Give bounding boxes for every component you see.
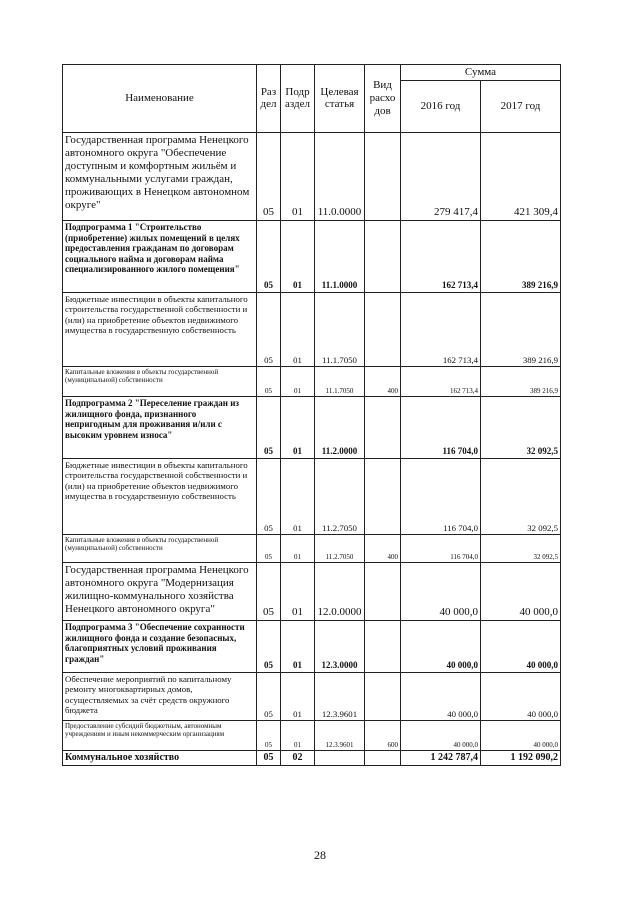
- table-row: [63, 396, 561, 458]
- row-stat: 12.3.9601: [315, 672, 365, 720]
- row-vid: [365, 562, 401, 620]
- header-vid: Вид расхо дов: [365, 65, 401, 133]
- row-name: Подпрограмма 3 "Обеспечение сохранности жилищного фонда и создание безопасных, благоприятных условий проживания граждан": [63, 620, 257, 672]
- table-row: [63, 672, 561, 720]
- row-2016: 40 000,0: [401, 620, 481, 672]
- row-podrazdel: 01: [281, 366, 315, 396]
- row-stat: 11.2.7050: [315, 458, 365, 534]
- row-stat: 12.3.0000: [315, 620, 365, 672]
- row-stat: [315, 750, 365, 765]
- row-name: Бюджетные инвестиции в объекты капитального строительства государственной собственности и (или) на приобретение объектов недвижимого имущества в государственную собственность: [63, 458, 257, 534]
- row-vid: 600: [365, 720, 401, 750]
- row-2016: 116 704,0: [401, 396, 481, 458]
- row-vid: [365, 132, 401, 220]
- row-stat: 11.0.0000: [315, 132, 365, 220]
- header-stat: Целевая статья: [315, 65, 365, 133]
- row-2017: 40 000,0: [481, 620, 561, 672]
- row-name: Бюджетные инвестиции в объекты капитального строительства государственной собственности и (или) на приобретение объектов недвижимого имущества в государственную собственность: [63, 292, 257, 366]
- row-vid: [365, 396, 401, 458]
- row-2017: 32 092,5: [481, 534, 561, 562]
- row-vid: [365, 620, 401, 672]
- row-2016: 162 713,4: [401, 220, 481, 292]
- header-2017: 2017 год: [481, 80, 561, 132]
- row-podrazdel: 01: [281, 132, 315, 220]
- row-name: Предоставление субсидий бюджетным, автономным учреждениям и иным некоммерческим организациям: [63, 720, 257, 750]
- row-2017: 40 000,0: [481, 720, 561, 750]
- row-stat: 11.1.7050: [315, 366, 365, 396]
- table-row: [63, 292, 561, 366]
- row-name: Коммунальное хозяйство: [63, 750, 257, 765]
- row-podrazdel: 01: [281, 562, 315, 620]
- row-podrazdel: 01: [281, 292, 315, 366]
- header-name: Наименование: [63, 65, 257, 133]
- row-2016: 1 242 787,4: [401, 750, 481, 765]
- header-podrazdel: Подр аздел: [281, 65, 315, 133]
- row-2016: 279 417,4: [401, 132, 481, 220]
- row-2016: 40 000,0: [401, 720, 481, 750]
- row-2017: 40 000,0: [481, 562, 561, 620]
- row-razdel: 05: [257, 220, 281, 292]
- row-name: Капитальные вложения в объекты государственной (муниципальной) собственности: [63, 366, 257, 396]
- row-razdel: 05: [257, 562, 281, 620]
- table-row: [63, 132, 561, 220]
- row-stat: 11.1.0000: [315, 220, 365, 292]
- row-name: Подпрограмма 2 "Переселение граждан из жилищного фонда, признанного непригодным для проживания и/или с высоким уровнем износа": [63, 396, 257, 458]
- row-razdel: 05: [257, 750, 281, 765]
- row-name: Государственная программа Ненецкого автономного округа "Обеспечение доступным и комфортным жильём и коммунальными услугами граждан, проживающих в Ненецком автономном округе": [63, 132, 257, 220]
- row-2017: 32 092,5: [481, 396, 561, 458]
- header-razdel: Раз дел: [257, 65, 281, 133]
- header-summa: Сумма: [401, 65, 561, 81]
- table-row: [63, 220, 561, 292]
- row-podrazdel: 02: [281, 750, 315, 765]
- row-podrazdel: 01: [281, 620, 315, 672]
- row-2017: 1 192 090,2: [481, 750, 561, 765]
- table-row: [63, 620, 561, 672]
- row-name: Подпрограмма 1 "Строительство (приобретение) жилых помещений в целях предоставления гражданам по договорам социального найма и договорам найма специализированного жилого помещения": [63, 220, 257, 292]
- row-razdel: 05: [257, 132, 281, 220]
- row-stat: 11.1.7050: [315, 292, 365, 366]
- row-vid: [365, 750, 401, 765]
- table-row: [63, 534, 561, 562]
- row-vid: [365, 292, 401, 366]
- row-2017: 40 000,0: [481, 672, 561, 720]
- table-row: [63, 366, 561, 396]
- row-2017: 389 216,9: [481, 366, 561, 396]
- row-podrazdel: 01: [281, 220, 315, 292]
- row-2017: 389 216,9: [481, 220, 561, 292]
- row-razdel: 05: [257, 720, 281, 750]
- row-stat: 12.0.0000: [315, 562, 365, 620]
- row-2016: 116 704,0: [401, 534, 481, 562]
- row-razdel: 05: [257, 396, 281, 458]
- row-razdel: 05: [257, 620, 281, 672]
- row-razdel: 05: [257, 292, 281, 366]
- row-podrazdel: 01: [281, 534, 315, 562]
- row-razdel: 05: [257, 672, 281, 720]
- row-razdel: 05: [257, 366, 281, 396]
- row-vid: 400: [365, 534, 401, 562]
- row-stat: 11.2.0000: [315, 396, 365, 458]
- row-podrazdel: 01: [281, 672, 315, 720]
- row-razdel: 05: [257, 534, 281, 562]
- row-name: Государственная программа Ненецкого автономного округа "Модернизация жилищно-коммунального хозяйства Ненецкого автономного округа": [63, 562, 257, 620]
- table-row: [63, 720, 561, 750]
- table-row: [63, 750, 561, 765]
- row-2016: 116 704,0: [401, 458, 481, 534]
- row-2016: 162 713,4: [401, 366, 481, 396]
- row-podrazdel: 01: [281, 396, 315, 458]
- table-row: [63, 562, 561, 620]
- row-2016: 162 713,4: [401, 292, 481, 366]
- row-podrazdel: 01: [281, 720, 315, 750]
- row-vid: [365, 672, 401, 720]
- row-2017: 421 309,4: [481, 132, 561, 220]
- header-2016: 2016 год: [401, 80, 481, 132]
- row-podrazdel: 01: [281, 458, 315, 534]
- row-2016: 40 000,0: [401, 562, 481, 620]
- table-row: [63, 458, 561, 534]
- row-2017: 32 092,5: [481, 458, 561, 534]
- row-2017: 389 216,9: [481, 292, 561, 366]
- row-name: Капитальные вложения в объекты государственной (муниципальной) собственности: [63, 534, 257, 562]
- row-name: Обеспечение мероприятий по капитальному ремонту многоквартирных домов, осуществляемых за счёт средств окружного бюджета: [63, 672, 257, 720]
- row-razdel: 05: [257, 458, 281, 534]
- row-vid: [365, 220, 401, 292]
- row-vid: 400: [365, 366, 401, 396]
- row-stat: 11.2.7050: [315, 534, 365, 562]
- page-number: 28: [314, 848, 326, 862]
- row-stat: 12.3.9601: [315, 720, 365, 750]
- row-2016: 40 000,0: [401, 672, 481, 720]
- budget-table: [62, 64, 561, 766]
- row-vid: [365, 458, 401, 534]
